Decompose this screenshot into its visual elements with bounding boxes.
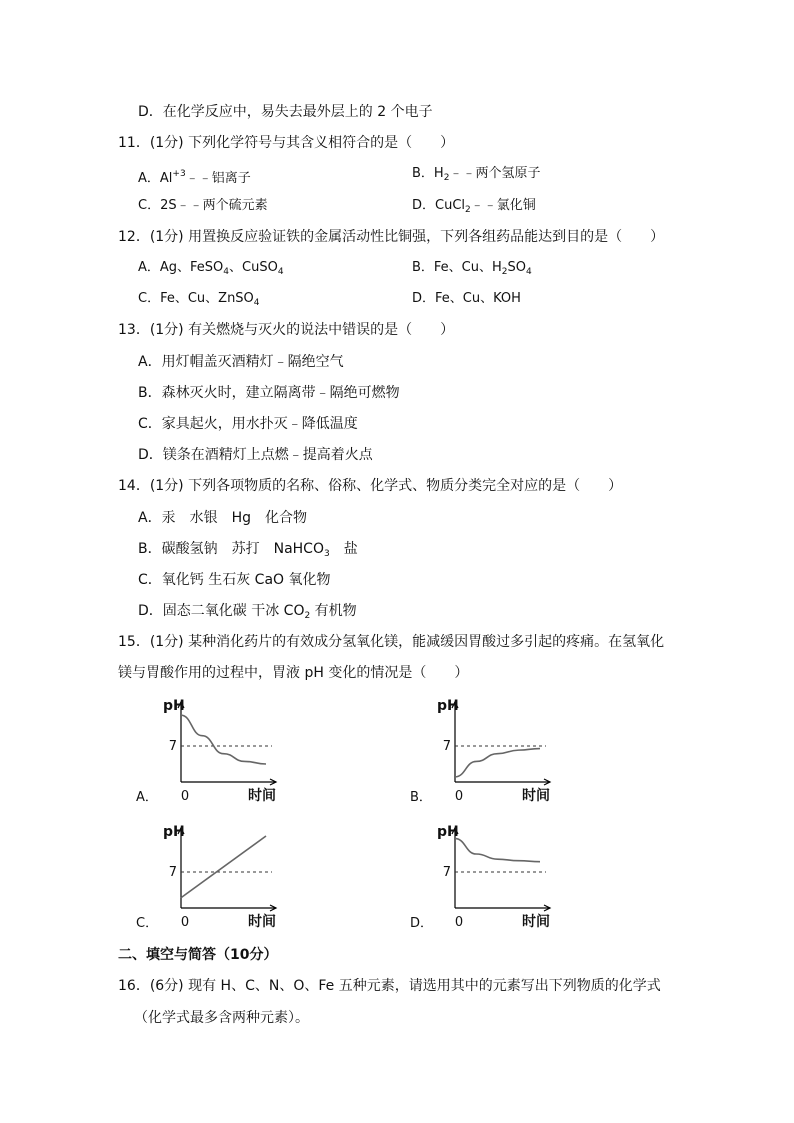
- y-axis-label: pH: [437, 698, 459, 714]
- q11-option-d: D．CuCl$_2$﹣﹣氯化铜: [412, 198, 536, 215]
- q14-option-a: A．汞 水银 Hg 化合物: [138, 510, 307, 526]
- q14-stem: 14．(1分) 下列各项物质的名称、俗称、化学式、物质分类完全对应的是（ ）: [118, 478, 623, 494]
- reference-tick-label: 7: [442, 739, 451, 754]
- chart-c: [136, 818, 296, 938]
- y-axis-label: pH: [437, 824, 459, 840]
- q13-option-d: D．镁条在酒精灯上点燃﹣提高着火点: [138, 447, 373, 463]
- q10-option-d: D．在化学反应中，易失去最外层上的 2 个电子: [138, 104, 433, 120]
- y-axis-label: pH: [163, 698, 185, 714]
- q16-stem-line2: （化学式最多含两种元素）。: [134, 1010, 309, 1026]
- chart-d: [410, 818, 570, 938]
- option-label: D．: [410, 916, 434, 931]
- q11-option-b: B．$H_2﹣﹣$两个氢原子: [412, 166, 541, 183]
- x-axis-label: 时间: [522, 914, 550, 930]
- option-label: B．: [410, 790, 432, 805]
- y-axis-label: pH: [163, 824, 185, 840]
- q13-option-c: C．家具起火，用水扑灭﹣降低温度: [138, 416, 358, 432]
- origin-label: 0: [454, 789, 464, 804]
- section-heading: 二、填空与简答（10分）: [118, 947, 278, 963]
- q12-option-a: A．Ag、FeSO$_4$、CuSO$_4$: [138, 260, 284, 277]
- x-axis-label: 时间: [248, 788, 276, 804]
- q12-stem: 12．(1分) 用置换反应验证铁的金属活动性比铜强，下列各组药品能达到目的是（ ）: [118, 229, 665, 245]
- q14-option-b: B．碳酸氢钠 苏打 NaHCO$_3$ 盐: [138, 541, 358, 559]
- q11-option-c: C．2S﹣﹣两个硫元素: [138, 198, 268, 213]
- q12-option-c: C．Fe、Cu、ZnSO$_4$: [138, 291, 260, 308]
- q14-option-c: C．氧化钙 生石灰 CaO 氧化物: [138, 572, 331, 588]
- chart-svg: [410, 692, 570, 812]
- origin-label: 0: [180, 915, 190, 930]
- chart-svg: [136, 692, 296, 812]
- origin-label: 0: [454, 915, 464, 930]
- q11-stem: 11．(1分) 下列化学符号与其含义相符合的是（ ）: [118, 135, 455, 151]
- reference-tick-label: 7: [168, 865, 177, 880]
- series-line: [455, 839, 540, 862]
- q11-option-a: A．$Al^{+3}﹣﹣$铝离子: [138, 169, 251, 186]
- series-line: [455, 749, 540, 777]
- series-line: [181, 715, 266, 764]
- q13-option-b: B．森林灭火时，建立隔离带﹣隔绝可燃物: [138, 385, 400, 401]
- q13-stem: 13．(1分) 有关燃烧与灭火的说法中错误的是（ ）: [118, 322, 455, 338]
- chart-svg: [410, 818, 570, 938]
- origin-label: 0: [180, 789, 190, 804]
- q14-option-d: D．固态二氧化碳 干冰 $CO_2$ 有机物: [138, 603, 357, 621]
- series-line: [181, 836, 266, 898]
- x-axis-label: 时间: [248, 914, 276, 930]
- q12-option-d: D．Fe、Cu、KOH: [412, 291, 521, 306]
- q15-stem-line2: 镁与胃酸作用的过程中，胃液 pH 变化的情况是（ ）: [118, 665, 469, 681]
- option-label: C．: [136, 916, 159, 931]
- q16-stem-line1: 16．(6分) 现有 H、C、N、O、Fe 五种元素，请选用其中的元素写出下列物质的化学式: [118, 978, 661, 994]
- q12-option-b: B．Fe、Cu、$H_2SO_4$: [412, 260, 532, 277]
- reference-tick-label: 7: [442, 865, 451, 880]
- q15-stem-line1: 15．(1分) 某种消化药片的有效成分氢氧化镁，能减缓因胃酸过多引起的疼痛。在氢氧化: [118, 634, 665, 650]
- chart-svg: [136, 818, 296, 938]
- reference-tick-label: 7: [168, 739, 177, 754]
- q13-option-a: A．用灯帽盖灭酒精灯﹣隔绝空气: [138, 354, 344, 370]
- option-label: A．: [136, 790, 158, 805]
- chart-a: [136, 692, 296, 812]
- x-axis-label: 时间: [522, 788, 550, 804]
- chart-b: [410, 692, 570, 812]
